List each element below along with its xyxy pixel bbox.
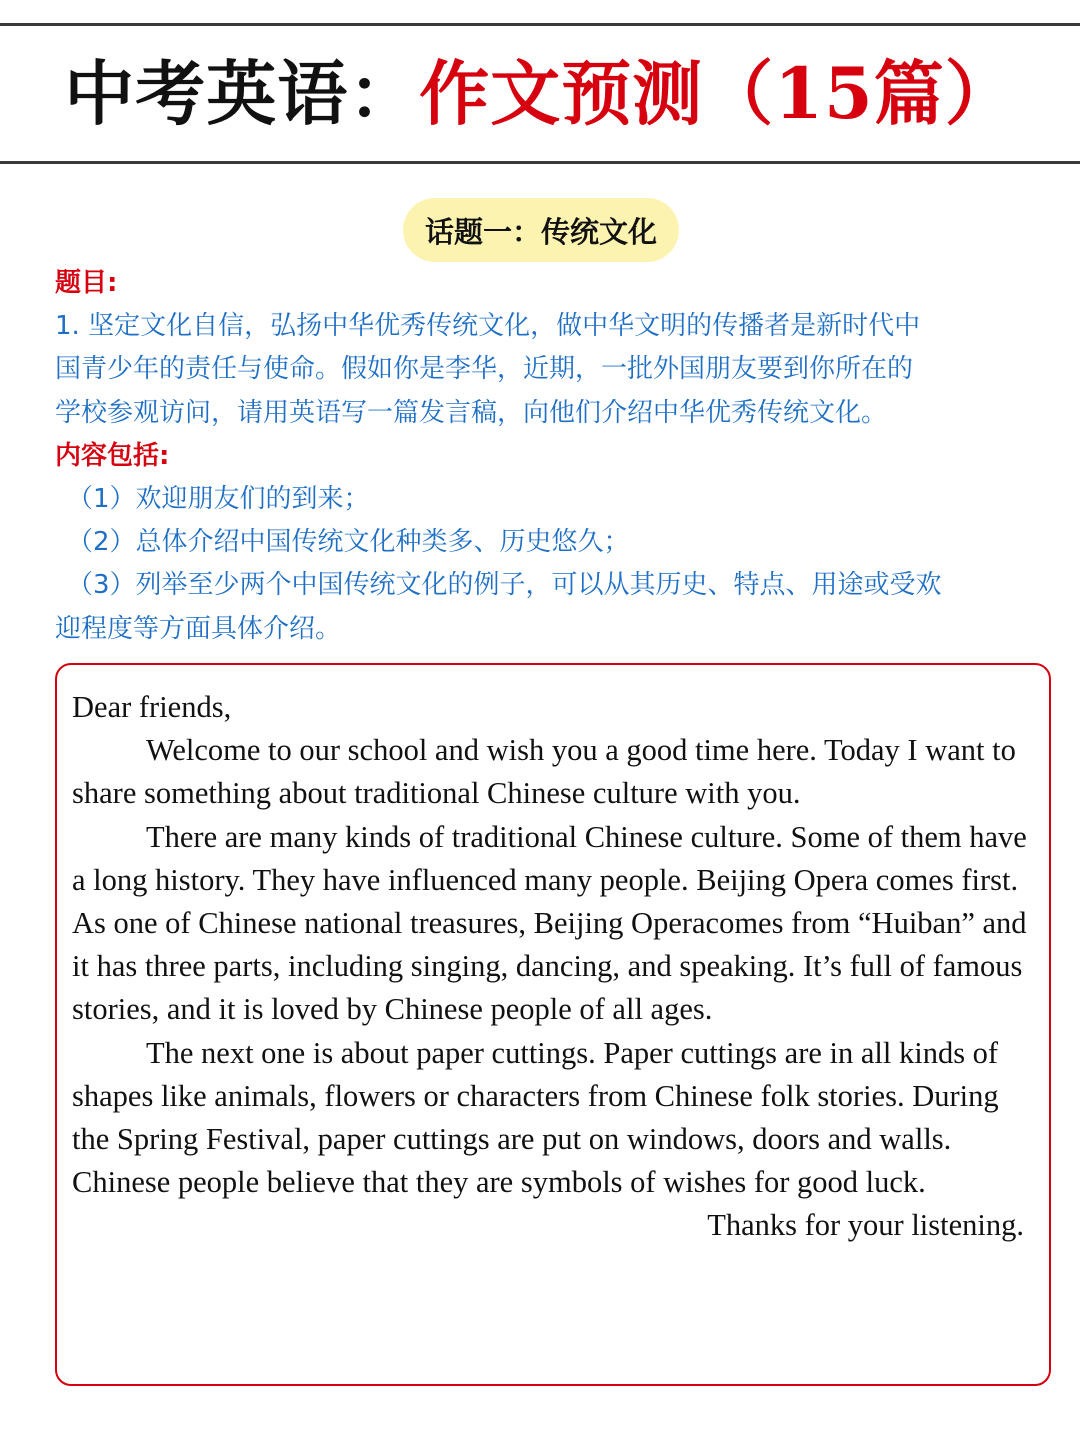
content-item-continued: 迎程度等方面具体介绍。 xyxy=(55,613,342,644)
topic-label: 话题一：传统文化 xyxy=(424,214,657,249)
essay-paragraph-2: There are many kinds of traditional Chinese culture. Some of them have a long history. They have influenced many people. Beijing Opera comes first. As one of Chinese national treasures, Beijing Operacomes from “Huiban” and it has three parts, including singing, dancing, and speaking. It’s full of famous stories, and it is loved by Chinese people of all ages. xyxy=(72,819,1027,1027)
title-prefix: 中考英语： xyxy=(64,51,420,135)
page-title xyxy=(64,51,1016,135)
content-item: （2）总体介绍中国传统文化种类多、历史悠久； xyxy=(67,527,630,558)
essay-closing: Thanks for your listening. xyxy=(707,1208,1024,1243)
essay-text xyxy=(72,686,1034,1248)
question-line: 1. 坚定文化自信，弘扬中华优秀传统文化，做中华文明的传播者是新时代中 xyxy=(55,311,921,342)
topic-badge xyxy=(403,198,679,262)
content-item: （1）欢迎朋友们的到来； xyxy=(67,484,370,515)
essay-greeting: Dear friends, xyxy=(72,690,232,724)
essay-paragraph-1: Welcome to our school and wish you a good time here. Today I want to share something about traditional Chinese culture with you. xyxy=(72,733,1016,811)
content-item: （3）列举至少两个中国传统文化的例子，可以从其历史、特点、用途或受欢 xyxy=(67,570,942,601)
prompt-section xyxy=(55,262,1045,651)
content-label: 内容包括: xyxy=(55,440,170,471)
question-line: 学校参观访问，请用英语写一篇发言稿，向他们介绍中华优秀传统文化。 xyxy=(55,397,888,428)
title-highlight: 作文预测（15篇） xyxy=(419,51,1016,135)
title-band xyxy=(0,23,1080,164)
question-line: 国青少年的责任与使命。假如你是李华，近期，一批外国朋友要到你所在的 xyxy=(55,354,914,385)
question-label: 题目: xyxy=(55,268,118,298)
essay-paragraph-3: The next one is about paper cuttings. Paper cuttings are in all kinds of shapes like animals, flowers or characters from Chinese folk stories. During the Spring Festival, paper cuttings are put on windows, doors and walls. Chinese people believe that they are symbols of wishes for good luck. xyxy=(72,1035,999,1200)
